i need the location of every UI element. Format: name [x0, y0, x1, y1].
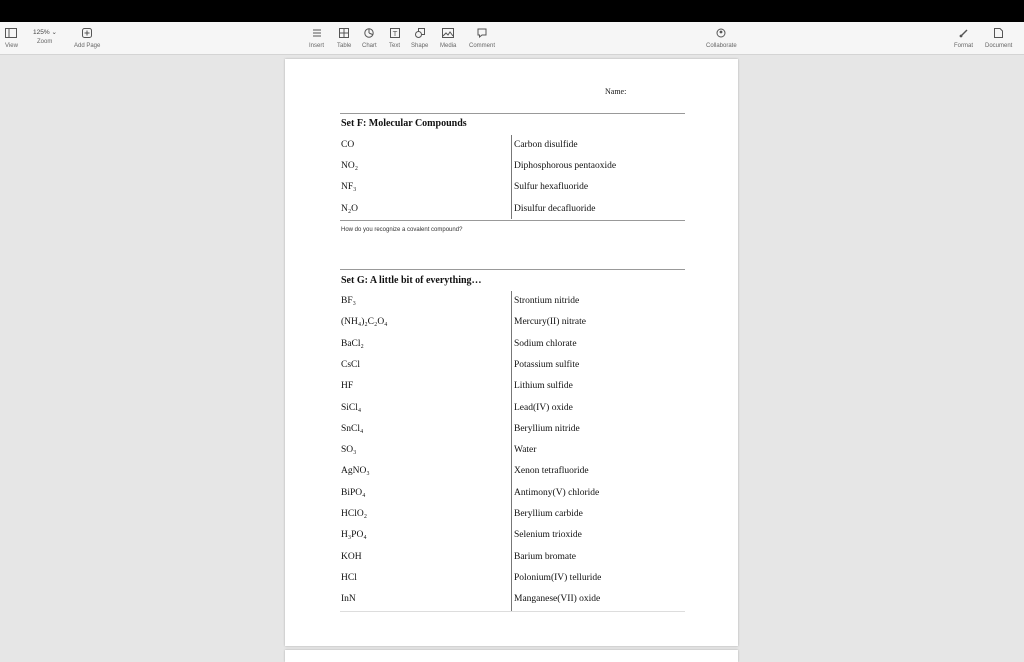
window-title-bar — [0, 0, 1024, 22]
chart-label: Chart — [362, 43, 377, 49]
compound-name-cell: Xenon tetrafluoride — [514, 466, 589, 477]
formula-cell: HClO₂ — [341, 509, 368, 519]
compound-name-cell: Barium bromate — [514, 551, 576, 562]
zoom-label: Zoom — [37, 39, 53, 45]
collaborate-icon — [715, 26, 727, 40]
shape-icon — [415, 26, 425, 40]
document-label: Document — [985, 43, 1013, 49]
compound-name-cell: Potassium sulfite — [514, 359, 580, 370]
zoom-label-box — [37, 39, 52, 45]
formula-cell: BiPO₄ — [341, 487, 366, 498]
sidebar-icon — [5, 26, 17, 40]
text-label: Text — [389, 43, 401, 49]
insert-icon — [312, 26, 322, 40]
formula-cell: SnCl₄ — [341, 423, 364, 434]
collaborate-button[interactable] — [706, 26, 737, 49]
formula-cell: AgNO₃ — [341, 466, 370, 477]
formula-cell: InN — [341, 594, 356, 605]
document-icon — [994, 26, 1003, 40]
add-page-label: Add Page — [74, 43, 101, 49]
compound-name-cell: Lead(IV) oxide — [514, 402, 573, 413]
formula-cell: HCl — [341, 572, 357, 583]
table-icon — [339, 26, 349, 40]
compound-name-cell: Beryllium nitride — [514, 423, 580, 434]
zoom-select[interactable]: 125% ⌄ — [33, 29, 57, 36]
formula-cell: NO₂ — [341, 161, 359, 172]
compound-name-cell: Sodium chlorate — [514, 338, 577, 349]
table-label: Table — [337, 43, 352, 49]
column-divider — [511, 291, 512, 612]
compound-name-cell: Strontium nitride — [514, 296, 580, 306]
name-label: Name: — [605, 87, 627, 96]
formula-cell: BaCl₂ — [341, 338, 364, 349]
collaborate-label: Collaborate — [706, 43, 737, 49]
compound-name-cell: Mercury(II) nitrate — [514, 317, 587, 328]
compound-name-cell: Water — [514, 445, 537, 456]
divider — [340, 269, 685, 270]
add-page-icon — [82, 26, 92, 40]
media-label: Media — [440, 43, 457, 49]
comment-button[interactable] — [469, 26, 495, 49]
format-label: Format — [954, 43, 974, 49]
paintbrush-icon — [959, 26, 969, 40]
set-f-question: How do you recognize a covalent compound? — [341, 227, 463, 233]
compound-name-cell: Beryllium carbide — [514, 509, 583, 519]
divider — [340, 220, 685, 221]
table-button[interactable] — [337, 26, 351, 49]
compound-name-cell: Selenium trioxide — [514, 530, 582, 541]
formula-cell: SO₃ — [341, 445, 357, 456]
chevron-down-icon: ⌄ — [51, 29, 57, 36]
chart-icon — [364, 26, 374, 40]
column-divider — [511, 135, 512, 219]
formula-cell: H₃PO₄ — [341, 530, 367, 541]
set-f-title: Set F: Molecular Compounds — [341, 118, 467, 129]
view-label: View — [5, 43, 18, 49]
compound-name-cell: Polonium(IV) telluride — [514, 572, 602, 583]
formula-cell: (NH₄)₂C₂O₄ — [341, 317, 388, 328]
text-box-icon — [390, 26, 400, 40]
compound-name-cell: Manganese(VII) oxide — [514, 594, 601, 605]
insert-button[interactable] — [309, 26, 324, 49]
compound-name-cell: Antimony(V) chloride — [514, 487, 600, 498]
formula-cell: KOH — [341, 551, 362, 562]
svg-text:T: T — [392, 30, 397, 38]
document-page[interactable] — [285, 59, 738, 646]
divider — [340, 113, 685, 114]
chart-button[interactable] — [362, 26, 377, 49]
comment-label: Comment — [469, 43, 496, 49]
formula-cell: SiCl₄ — [341, 402, 362, 413]
view-button[interactable] — [5, 26, 18, 49]
document-button[interactable] — [985, 26, 1012, 49]
format-button[interactable] — [954, 26, 973, 49]
media-button[interactable] — [440, 26, 456, 49]
compound-name-cell: Lithium sulfide — [514, 381, 573, 392]
formula-cell: NF₃ — [341, 182, 357, 193]
formula-cell: BF₃ — [341, 296, 356, 306]
formula-cell: CsCl — [341, 359, 361, 370]
insert-label: Insert — [309, 43, 325, 49]
add-page-button[interactable] — [74, 26, 100, 49]
toolbar — [0, 22, 1024, 55]
divider — [340, 611, 685, 612]
compound-name-cell: Carbon disulfide — [514, 140, 578, 150]
shape-button[interactable] — [411, 26, 428, 49]
formula-cell: CO — [341, 140, 355, 150]
comment-icon — [477, 26, 487, 40]
compound-name-cell: Diphosphorous pentaoxide — [514, 161, 617, 172]
compound-name-cell: Disulfur decafluoride — [514, 203, 596, 214]
next-page — [285, 650, 738, 662]
shape-label: Shape — [411, 43, 429, 49]
formula-cell: N₂O — [341, 203, 359, 214]
formula-cell: HF — [341, 381, 354, 392]
set-g-title: Set G: A little bit of everything… — [341, 275, 482, 286]
compound-name-cell: Sulfur hexafluoride — [514, 182, 589, 193]
text-button[interactable] — [389, 26, 400, 49]
media-icon — [442, 26, 454, 40]
